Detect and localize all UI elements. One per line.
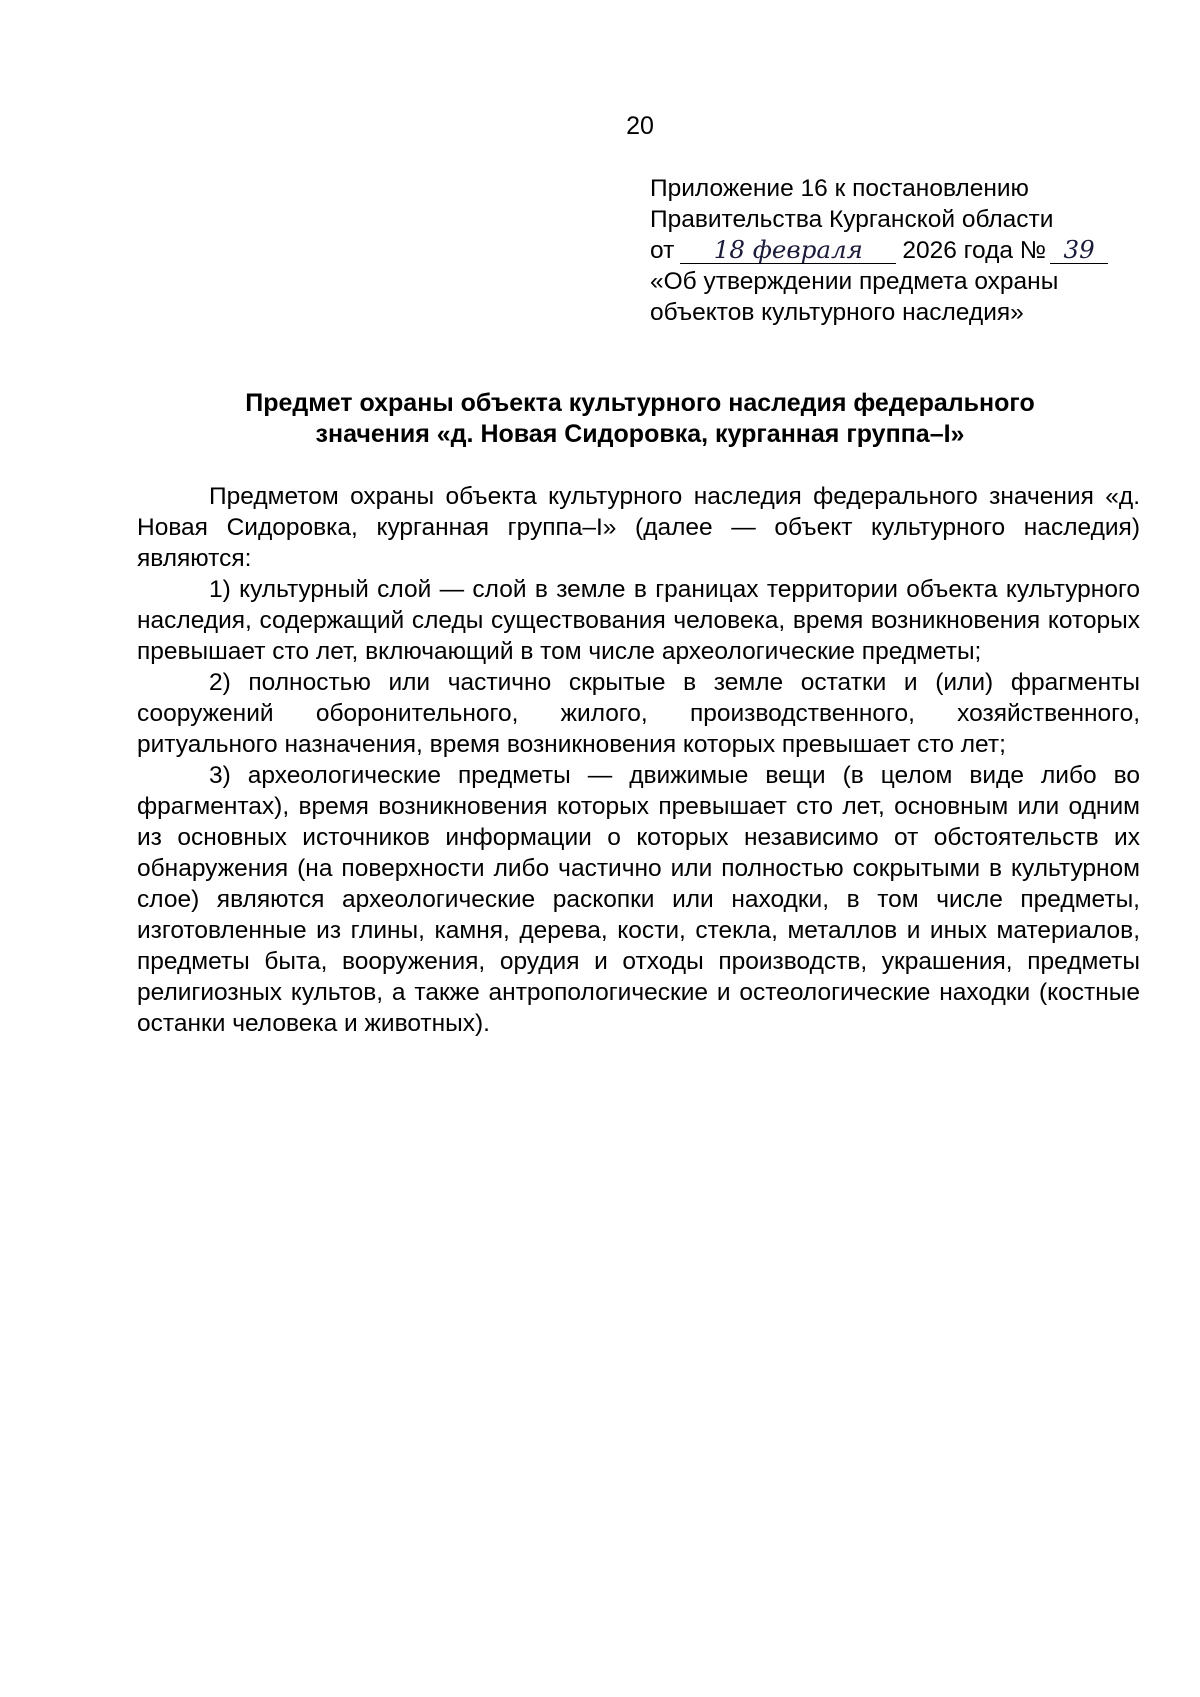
list-item-3: 3) археологические предметы — движимые вещи (в целом виде либо во фрагментах), время возникновения которых превышает сто лет, основным или одним из основных источников информации о которых независимо от обстоятельств их обнаружения (на поверхности либо частично или полностью сокрытыми в культурном слое) являются археологические раскопки или находки, в том числе предметы, изготовленные из глины, камня, дерева, кости, стекла, металлов и иных материалов, предметы быта, вооружения, орудия и отходы производств, украшения, предметы религиозных культов, а также антропологические и остеологические находки (костные останки человека и животных). xyxy=(137,762,1140,1037)
appendix-year-label: 2026 года № xyxy=(902,237,1047,264)
title-line-1: Предмет охраны объекта культурного наследия федерального xyxy=(245,389,1035,417)
appendix-line-5: объектов культурного наследия» xyxy=(650,299,1024,326)
appendix-line-2: Правительства Курганской области xyxy=(650,206,1054,233)
intro-paragraph: Предметом охраны объекта культурного наследия федерального значения «д. Новая Сидоровка, курганная группа–I» (далее — объект культурного наследия) являются: xyxy=(137,483,1140,572)
handwritten-date: 18 февраля xyxy=(680,237,896,264)
list-item-2: 2) полностью или частично скрытые в земле остатки и (или) фрагменты сооружений оборонительного, жилого, производственного, хозяйственного, ритуального назначения, время возникновения которых превышает сто лет; xyxy=(137,669,1140,758)
appendix-line-4: «Об утверждении предмета охраны xyxy=(650,268,1059,295)
title-line-2: значения «д. Новая Сидоровка, курганная группа–I» xyxy=(315,420,965,448)
appendix-from-label: от xyxy=(650,237,675,264)
list-item-1: 1) культурный слой — слой в земле в границах территории объекта культурного наследия, содержащий следы существования человека, время возникновения которых превышает сто лет, включающий в том числе археологические предметы; xyxy=(137,576,1140,665)
document-body xyxy=(137,481,1140,1039)
page-number: 20 xyxy=(626,112,654,140)
document-title xyxy=(130,388,1150,450)
handwritten-number: 39 xyxy=(1050,237,1108,264)
appendix-block xyxy=(650,173,1108,328)
appendix-date-line xyxy=(650,235,1108,266)
appendix-line-1: Приложение 16 к постановлению xyxy=(650,175,1029,202)
